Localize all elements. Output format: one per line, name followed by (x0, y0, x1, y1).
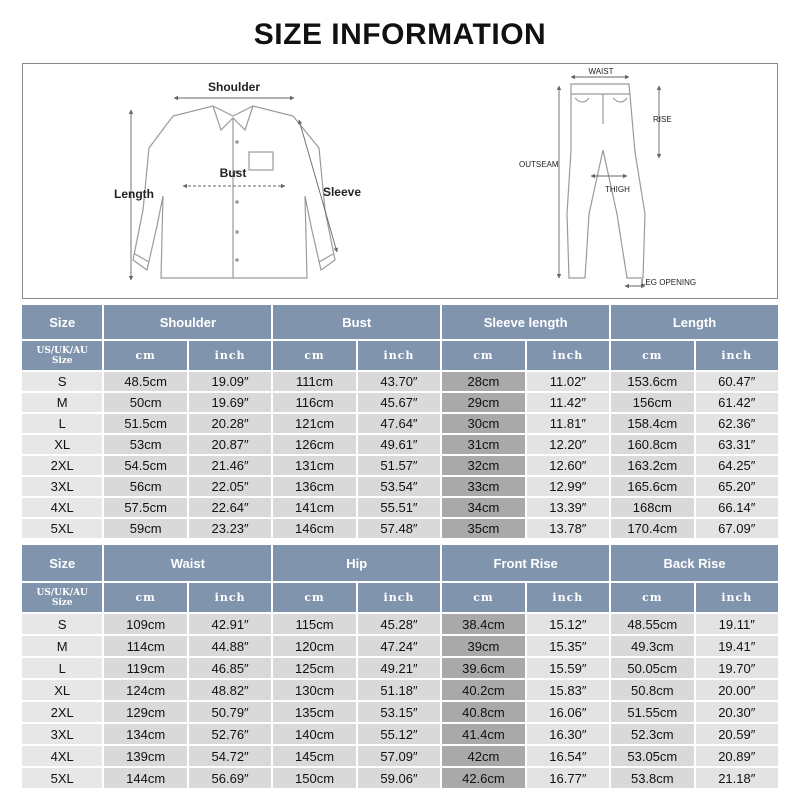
table-cell: 135cm (273, 702, 355, 722)
col-header-bust: Bust (273, 305, 440, 339)
size-header: Size (22, 545, 102, 581)
table-cell: 34cm (442, 498, 524, 517)
table-cell: 158.4cm (611, 414, 693, 433)
table-cell: 42cm (442, 746, 524, 766)
table-cell: 20.00″ (696, 680, 778, 700)
shirt-buttons (235, 140, 239, 262)
unit-header: cm (611, 583, 693, 612)
table-cell: 20.59″ (696, 724, 778, 744)
table-cell: 38.4cm (442, 614, 524, 634)
table-cell: 55.51″ (358, 498, 440, 517)
size-cell: 5XL (22, 768, 102, 788)
table-cell: 11.81″ (527, 414, 609, 433)
table-cell: 42.91″ (189, 614, 271, 634)
table-cell: 19.11″ (696, 614, 778, 634)
table-cell: 53cm (104, 435, 186, 454)
table-cell: 47.64″ (358, 414, 440, 433)
table-cell: 12.99″ (527, 477, 609, 496)
table-cell: 48.5cm (104, 372, 186, 391)
table-cell: 53.05cm (611, 746, 693, 766)
size-cell: S (22, 372, 102, 391)
table-row (22, 746, 778, 766)
unit-header: inch (527, 583, 609, 612)
table-cell: 146cm (273, 519, 355, 538)
table-cell: 139cm (104, 746, 186, 766)
label-length: Length (114, 187, 154, 201)
table-row (22, 614, 778, 634)
table-cell: 160.8cm (611, 435, 693, 454)
table-cell: 19.70″ (696, 658, 778, 678)
table-row (22, 680, 778, 700)
size-cell: M (22, 393, 102, 412)
table-cell: 16.06″ (527, 702, 609, 722)
table1-body (22, 372, 778, 538)
col-header-sleeve-length: Sleeve length (442, 305, 609, 339)
table-cell: 53.54″ (358, 477, 440, 496)
table-cell: 16.54″ (527, 746, 609, 766)
unit-header: cm (442, 583, 524, 612)
table-cell: 16.77″ (527, 768, 609, 788)
size-cell: 4XL (22, 746, 102, 766)
col-header-waist: Waist (104, 545, 271, 581)
unit-header: inch (527, 341, 609, 370)
table-cell: 49.21″ (358, 658, 440, 678)
table-cell: 121cm (273, 414, 355, 433)
size-cell: 4XL (22, 498, 102, 517)
size-sublabel-size: Size (51, 355, 73, 366)
col-header-front-rise: Front Rise (442, 545, 609, 581)
table-cell: 46.85″ (189, 658, 271, 678)
table-row (22, 456, 778, 475)
table-row (22, 519, 778, 538)
table-cell: 53.15″ (358, 702, 440, 722)
table-cell: 50.8cm (611, 680, 693, 700)
table-cell: 44.88″ (189, 636, 271, 656)
unit-header: cm (273, 341, 355, 370)
label-shoulder: Shoulder (207, 80, 261, 94)
table-cell: 60.47″ (696, 372, 779, 391)
table-cell: 140cm (273, 724, 355, 744)
table-cell: 48.55cm (611, 614, 693, 634)
table-cell: 43.70″ (358, 372, 440, 391)
table-cell: 57.48″ (358, 519, 440, 538)
table-cell: 57.5cm (104, 498, 186, 517)
table-cell: 49.3cm (611, 636, 693, 656)
table-cell: 20.89″ (696, 746, 778, 766)
table-cell: 19.09″ (189, 372, 271, 391)
unit-header: cm (104, 583, 186, 612)
unit-header: cm (273, 583, 355, 612)
table-cell: 16.30″ (527, 724, 609, 744)
table-cell: 33cm (442, 477, 524, 496)
table-row (22, 702, 778, 722)
table-cell: 15.59″ (527, 658, 609, 678)
size-cell: M (22, 636, 102, 656)
table-cell: 170.4cm (611, 519, 693, 538)
table-cell: 115cm (273, 614, 355, 634)
garment-diagram (22, 63, 778, 299)
table-cell: 30cm (442, 414, 524, 433)
table-cell: 42.6cm (442, 768, 524, 788)
bottom-measurements-table (20, 543, 780, 790)
table-cell: 40.2cm (442, 680, 524, 700)
table-cell: 20.30″ (696, 702, 778, 722)
table-row (22, 636, 778, 656)
label-bust: Bust (219, 166, 247, 180)
table-cell: 32cm (442, 456, 524, 475)
table-cell: 22.64″ (189, 498, 271, 517)
table-cell: 35cm (442, 519, 524, 538)
table-cell: 50cm (104, 393, 186, 412)
table-cell: 12.20″ (527, 435, 609, 454)
table-cell: 168cm (611, 498, 693, 517)
table-row (22, 435, 778, 454)
size-cell: L (22, 414, 102, 433)
table-cell: 56cm (104, 477, 186, 496)
size-cell: 3XL (22, 724, 102, 744)
shirt-icon (133, 106, 335, 278)
label-thigh: THIGH (605, 185, 630, 194)
table-cell: 11.42″ (527, 393, 609, 412)
unit-header: cm (611, 341, 693, 370)
label-waist: WAIST (588, 67, 614, 76)
table-cell: 163.2cm (611, 456, 693, 475)
size-cell: 2XL (22, 702, 102, 722)
table-cell: 124cm (104, 680, 186, 700)
table-cell: 119cm (104, 658, 186, 678)
size-cell: L (22, 658, 102, 678)
pants-icon (567, 84, 645, 278)
size-cell: 3XL (22, 477, 102, 496)
size-sublabel-region: US/UK/AU (36, 345, 88, 356)
table-cell: 45.67″ (358, 393, 440, 412)
col-header-back-rise: Back Rise (611, 545, 778, 581)
size-sublabel-size: Size (51, 597, 73, 608)
table-cell: 45.28″ (358, 614, 440, 634)
table-cell: 125cm (273, 658, 355, 678)
table-row (22, 498, 778, 517)
label-sleeve: Sleeve (322, 185, 362, 199)
table-cell: 13.78″ (527, 519, 609, 538)
table-cell: 145cm (273, 746, 355, 766)
col-header-hip: Hip (273, 545, 440, 581)
table-row (22, 724, 778, 744)
table-cell: 15.12″ (527, 614, 609, 634)
size-cell: 2XL (22, 456, 102, 475)
unit-header: cm (442, 341, 524, 370)
unit-header: inch (189, 583, 271, 612)
table-cell: 61.42″ (696, 393, 779, 412)
table-cell: 50.05cm (611, 658, 693, 678)
table-row (22, 658, 778, 678)
unit-header: inch (696, 583, 778, 612)
table-cell: 114cm (104, 636, 186, 656)
table-cell: 49.61″ (358, 435, 440, 454)
table-cell: 126cm (273, 435, 355, 454)
table-cell: 40.8cm (442, 702, 524, 722)
table-cell: 22.05″ (189, 477, 271, 496)
table-cell: 20.28″ (189, 414, 271, 433)
label-leg-opening: LEG OPENING (641, 278, 697, 287)
table-cell: 165.6cm (611, 477, 693, 496)
table-cell: 134cm (104, 724, 186, 744)
garment-illustration (23, 64, 779, 300)
table-cell: 111cm (273, 372, 355, 391)
unit-header: inch (358, 583, 440, 612)
table-cell: 39.6cm (442, 658, 524, 678)
table-cell: 65.20″ (696, 477, 779, 496)
table-cell: 48.82″ (189, 680, 271, 700)
unit-header: inch (189, 341, 271, 370)
table-row (22, 768, 778, 788)
label-rise: RISE (653, 115, 672, 124)
col-header-shoulder: Shoulder (104, 305, 271, 339)
table-row (22, 414, 778, 433)
page-title: SIZE INFORMATION (253, 18, 547, 51)
table-cell: 21.18″ (696, 768, 778, 788)
table-cell: 136cm (273, 477, 355, 496)
table-cell: 120cm (273, 636, 355, 656)
top-measurements-table (20, 303, 780, 540)
table-cell: 52.76″ (189, 724, 271, 744)
table-cell: 29cm (442, 393, 524, 412)
size-sublabel (22, 583, 102, 612)
table2-body (22, 614, 778, 788)
table-cell: 20.87″ (189, 435, 271, 454)
table-row (22, 393, 778, 412)
table-cell: 55.12″ (358, 724, 440, 744)
unit-header: cm (104, 341, 186, 370)
table-cell: 153.6cm (611, 372, 693, 391)
table-cell: 54.5cm (104, 456, 186, 475)
table-cell: 59.06″ (358, 768, 440, 788)
label-outseam: OUTSEAM (519, 160, 559, 169)
table-cell: 19.41″ (696, 636, 778, 656)
table-cell: 13.39″ (527, 498, 609, 517)
table-cell: 57.09″ (358, 746, 440, 766)
table-cell: 51.55cm (611, 702, 693, 722)
table-cell: 66.14″ (696, 498, 779, 517)
table-cell: 67.09″ (696, 519, 779, 538)
unit-header: inch (696, 341, 779, 370)
size-sublabel-region: US/UK/AU (36, 587, 88, 598)
table-cell: 41.4cm (442, 724, 524, 744)
table-cell: 51.18″ (358, 680, 440, 700)
table-row (22, 477, 778, 496)
table-cell: 144cm (104, 768, 186, 788)
table-cell: 51.57″ (358, 456, 440, 475)
table-cell: 12.60″ (527, 456, 609, 475)
table-cell: 150cm (273, 768, 355, 788)
table-cell: 47.24″ (358, 636, 440, 656)
table-cell: 130cm (273, 680, 355, 700)
table-cell: 21.46″ (189, 456, 271, 475)
table-cell: 53.8cm (611, 768, 693, 788)
table-cell: 116cm (273, 393, 355, 412)
size-cell: XL (22, 435, 102, 454)
size-cell: XL (22, 680, 102, 700)
table-cell: 63.31″ (696, 435, 779, 454)
table-cell: 109cm (104, 614, 186, 634)
table-cell: 129cm (104, 702, 186, 722)
table-cell: 11.02″ (527, 372, 609, 391)
table-cell: 131cm (273, 456, 355, 475)
table-cell: 28cm (442, 372, 524, 391)
col-header-length: Length (611, 305, 778, 339)
table-cell: 19.69″ (189, 393, 271, 412)
table-cell: 15.35″ (527, 636, 609, 656)
table-row (22, 372, 778, 391)
table-cell: 156cm (611, 393, 693, 412)
table-cell: 50.79″ (189, 702, 271, 722)
size-header: Size (22, 305, 102, 339)
table-cell: 15.83″ (527, 680, 609, 700)
table-cell: 54.72″ (189, 746, 271, 766)
table-cell: 52.3cm (611, 724, 693, 744)
table-cell: 59cm (104, 519, 186, 538)
table-cell: 51.5cm (104, 414, 186, 433)
unit-header: inch (358, 341, 440, 370)
table-cell: 31cm (442, 435, 524, 454)
table-cell: 62.36″ (696, 414, 779, 433)
table-cell: 64.25″ (696, 456, 779, 475)
table-cell: 39cm (442, 636, 524, 656)
size-sublabel (22, 341, 102, 370)
table-cell: 23.23″ (189, 519, 271, 538)
table-cell: 56.69″ (189, 768, 271, 788)
size-cell: 5XL (22, 519, 102, 538)
table-cell: 141cm (273, 498, 355, 517)
size-cell: S (22, 614, 102, 634)
